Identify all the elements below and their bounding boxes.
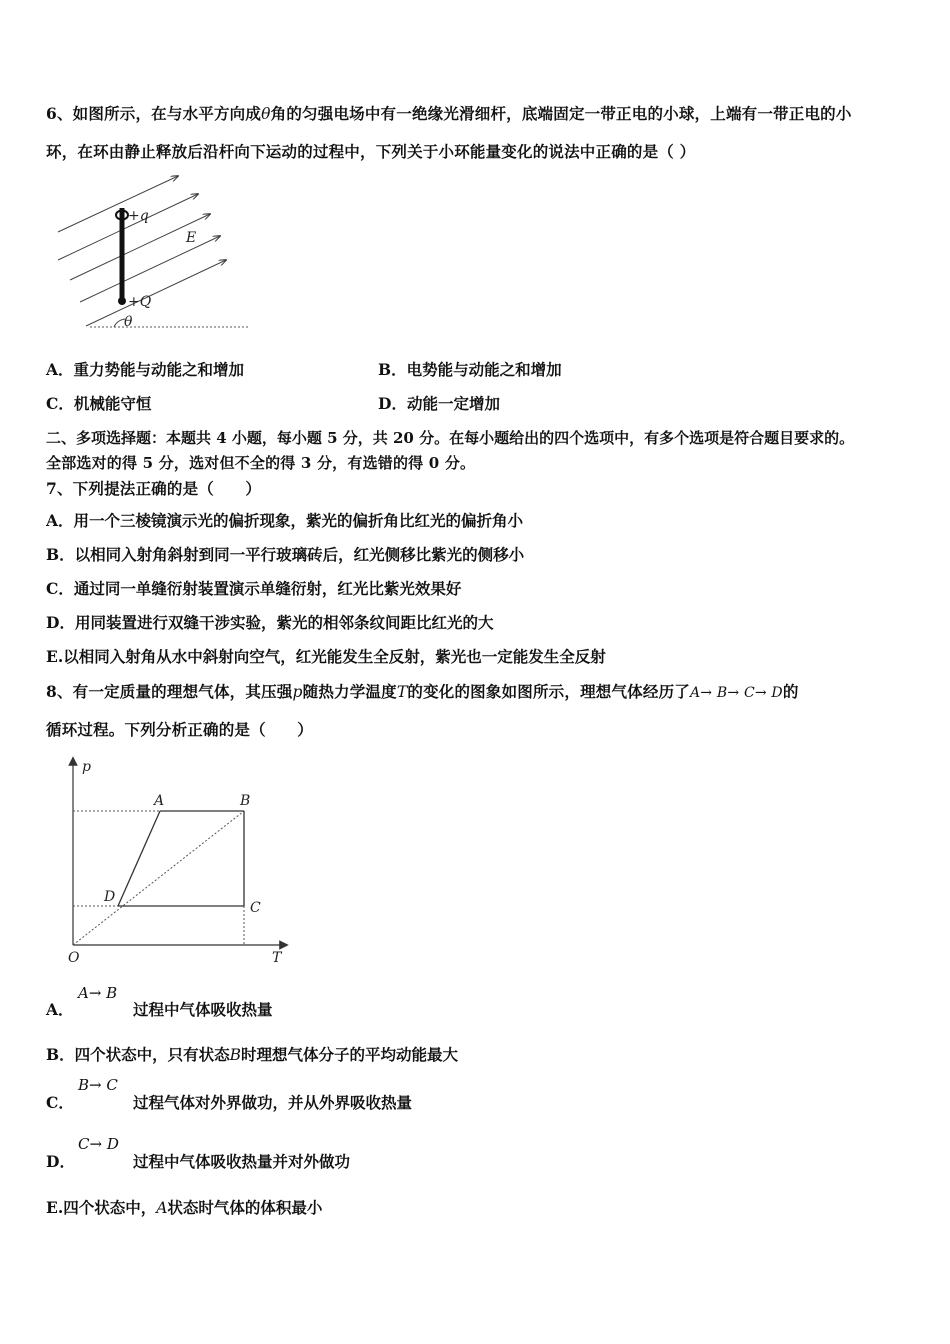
q8-option-c-label: C．	[46, 1093, 74, 1112]
T-symbol: T	[396, 683, 408, 701]
B-symbol: B	[229, 1046, 241, 1064]
q-label: +q	[128, 208, 149, 224]
charged-ball	[118, 297, 126, 305]
origin-label: O	[68, 950, 80, 966]
q8-option-a-formula: A→ B	[78, 984, 118, 1002]
p-axis-label: p	[82, 759, 91, 775]
segment-DA	[118, 811, 160, 906]
q7-option-e[interactable]: E.以相同入射角从水中斜射向空气，红光能发生全反射，紫光也一定能发生全反射	[46, 647, 606, 666]
field-line	[86, 260, 226, 326]
q8-option-b[interactable]: B．四个状态中，只有状态B时理想气体分子的平均动能最大	[46, 1045, 459, 1064]
p-symbol: p	[292, 683, 303, 701]
E-label: E	[186, 230, 197, 246]
point-C-label: C	[250, 900, 261, 916]
q7-option-c[interactable]: C．通过同一单缝衍射装置演示单缝衍射，红光比紫光效果好	[46, 579, 462, 598]
p-T-graph	[60, 755, 300, 970]
point-A-label: A	[154, 793, 165, 809]
q6-option-b[interactable]: B．电势能与动能之和增加	[378, 360, 562, 379]
q6-stem-line1: 6、如图所示，在与水平方向成θ角的匀强电场中有一绝缘光滑细杆，底端固定一带正电的小球，上端有一带正电的小	[46, 104, 852, 123]
q7-option-d[interactable]: D．用同装置进行双缝干涉实验，紫光的相邻条纹间距比红光的大	[46, 613, 494, 632]
Q-label: +Q	[128, 294, 152, 310]
q8-stem-line2: 循环过程。下列分析正确的是（ ）	[46, 720, 313, 739]
q7-option-b[interactable]: B．以相同入射角斜射到同一平行玻璃砖后，红光侧移比紫光的侧移小	[46, 545, 525, 564]
point-B-label: B	[240, 793, 251, 809]
theta-symbol: θ	[261, 105, 271, 123]
q8-option-c-formula: B→ C	[78, 1076, 118, 1094]
electric-field-figure	[50, 170, 260, 335]
field-line	[58, 194, 198, 260]
q8-option-d-formula: C→ D	[78, 1135, 119, 1153]
q7-stem: 7、下列提法正确的是（ ）	[46, 479, 262, 498]
field-line	[58, 176, 178, 232]
field-line	[80, 236, 220, 302]
q6-option-a[interactable]: A．重力势能与动能之和增加	[46, 360, 245, 379]
origin-to-B-dashed	[73, 811, 244, 945]
q8-option-a-label: A．	[46, 1000, 74, 1019]
q8-option-c-text: 过程气体对外界做功，并从外界吸收热量	[133, 1093, 413, 1112]
q6-option-c[interactable]: C．机械能守恒	[46, 394, 152, 413]
q6-option-d[interactable]: D．动能一定增加	[378, 394, 500, 413]
section2-header-line2: 全部选对的得 5 分，选对但不全的得 3 分，有选错的得 0 分。	[46, 454, 476, 472]
point-D-label: D	[104, 889, 116, 905]
q8-option-d-text: 过程中气体吸收热量并对外做功	[133, 1152, 351, 1171]
q8-stem-line1: 8、有一定质量的理想气体，其压强p随热力学温度T的变化的图象如图所示，理想气体经历了A→ B→ C→ D的	[46, 682, 799, 701]
cycle-formula: A→ B→ C→ D	[689, 685, 783, 701]
q8-option-e[interactable]: E.四个状态中，A状态时气体的体积最小	[46, 1198, 323, 1217]
A-symbol: A	[156, 1199, 168, 1217]
theta-label: θ	[124, 314, 133, 330]
section2-header-line1: 二、多项选择题：本题共 4 小题，每小题 5 分，共 20 分。在每小题给出的四个选项中，有多个选项是符合题目要求的。	[46, 429, 855, 447]
q7-option-a[interactable]: A．用一个三棱镜演示光的偏折现象，紫光的偏折角比红光的偏折角小	[46, 511, 524, 530]
q6-stem-line2: 环，在环由静止释放后沿杆向下运动的过程中，下列关于小环能量变化的说法中正确的是（ ）	[46, 142, 696, 161]
T-axis-label: T	[272, 950, 282, 966]
q8-option-d-label: D．	[46, 1152, 75, 1171]
q8-option-a-text: 过程中气体吸收热量	[133, 1000, 273, 1019]
